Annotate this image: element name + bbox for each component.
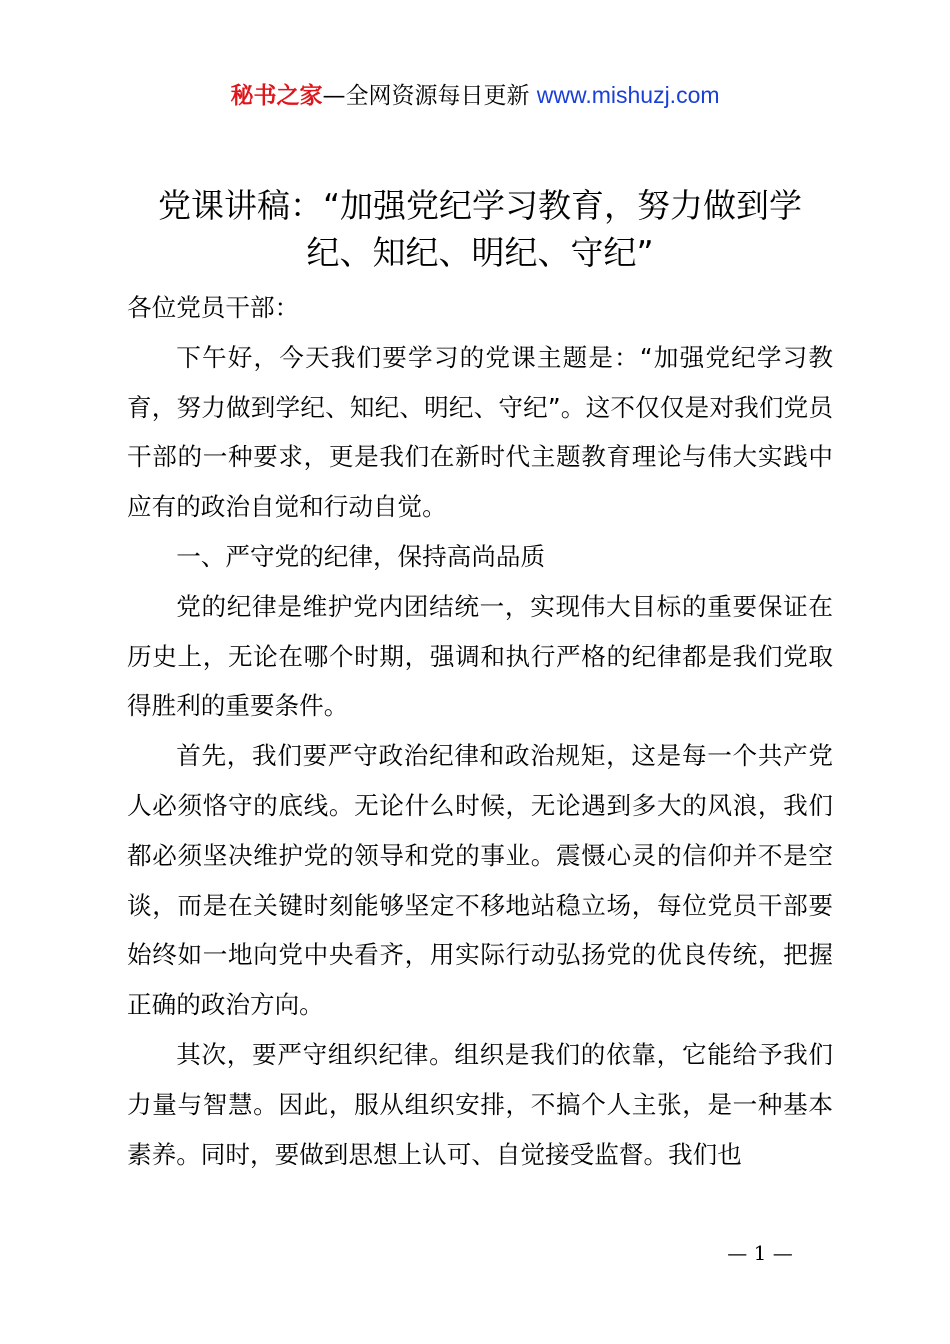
body-paragraph: 首先，我们要严守政治纪律和政治规矩，这是每一个共产党人必须恪守的底线。无论什么时候，无论遇到多大的风浪，我们都必须坚决维护党的领导和党的事业。震慑心灵的信仰并不是空谈，而是在关键时刻能够坚定不移地站稳立场，每位党员干部要始终如一地向党中央看齐，用实际行动弘扬党的优良传统，把握正确的政治方向。 <box>127 741 833 1020</box>
page-number: — 1 — <box>727 1241 793 1265</box>
document-title: 党课讲稿：“加强党纪学习教育，努力做到学纪、知纪、明纪、守纪” <box>157 186 803 272</box>
body-paragraph: 其次，要严守组织纪律。组织是我们的依靠，它能给予我们力量与智慧。因此，服从组织安排，不搞个人主张，是一种基本素养。同时，要做到思想上认可、自觉接受监督。我们也 <box>127 1039 833 1169</box>
body-paragraph: 党的纪律是维护党内团结统一，实现伟大目标的重要保证在历史上，无论在哪个时期，强调和执行严格的纪律都是我们党取得胜利的重要条件。 <box>127 591 833 721</box>
section-heading: 一、严守党的纪律，保持高尚品质 <box>176 541 546 571</box>
site-slogan: —全网资源每日更新 <box>322 83 537 109</box>
greeting: 各位党员干部： <box>127 293 300 322</box>
site-name: 秘书之家 <box>230 83 323 109</box>
site-header <box>0 78 950 113</box>
body-paragraph: 下午好，今天我们要学习的党课主题是：“加强党纪学习教育，努力做到学纪、知纪、明纪、守纪”。这不仅仅是对我们党员干部的一种要求，更是我们在新时代主题教育理论与伟大实践中应有的政治自觉和行动自觉。 <box>127 342 833 522</box>
site-url-link[interactable]: www.mishuzj.com <box>536 82 720 108</box>
document-body <box>127 283 833 1179</box>
